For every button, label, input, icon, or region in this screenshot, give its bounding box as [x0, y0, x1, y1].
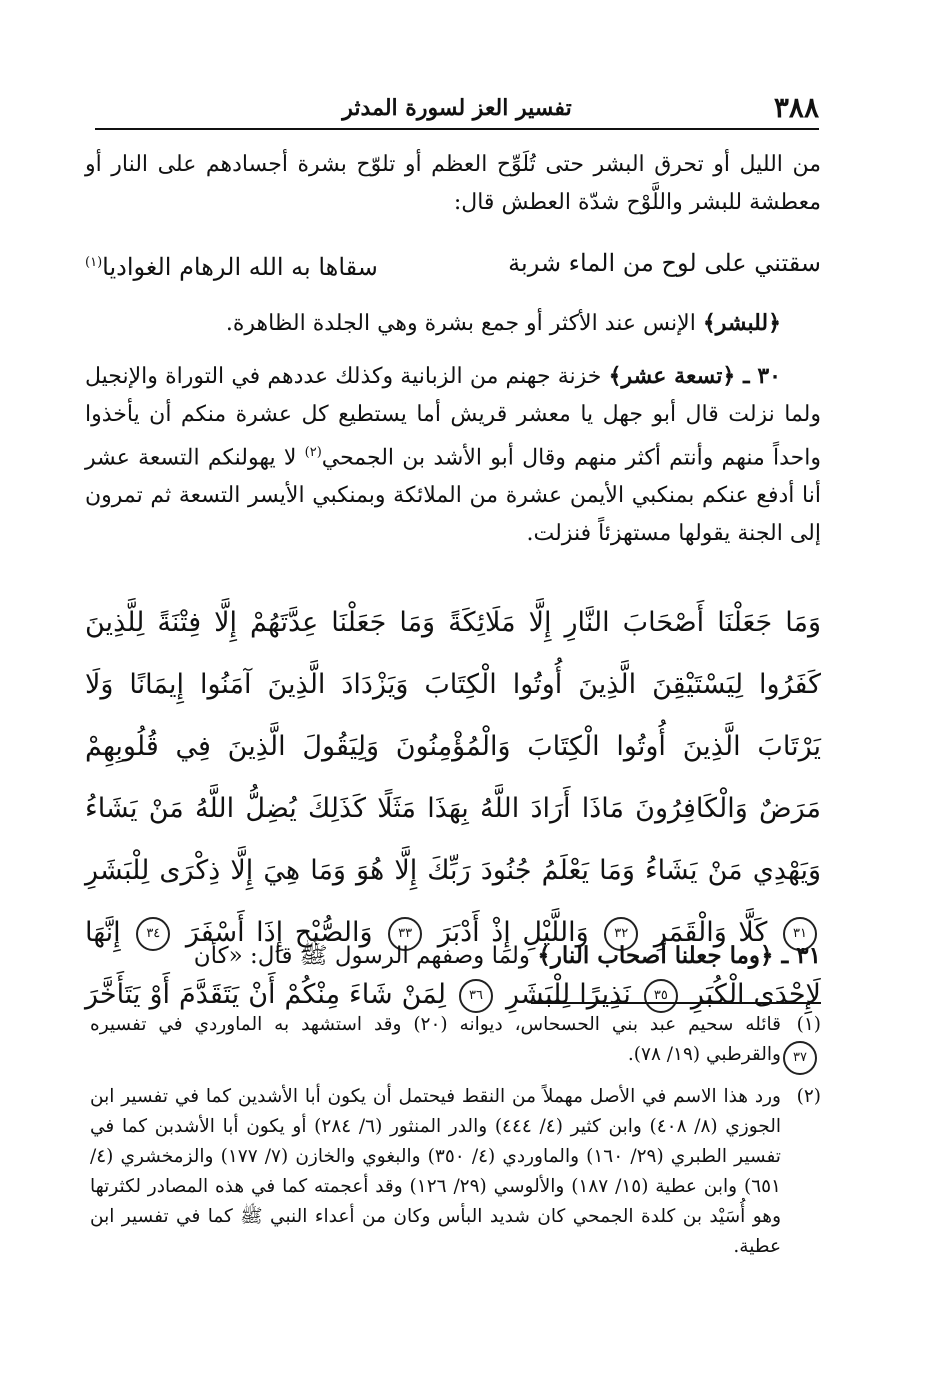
- ayah-number-36: ٣٦: [459, 979, 493, 1013]
- quran-segment-5: إِنَّهَا لَإِحْدَى الْكُبَرِ: [85, 917, 821, 1010]
- quran-segment-1: وَمَا جَعَلْنَا أَصْحَابَ النَّارِ إِلَّا مَلَائِكَةً وَمَا جَعَلْنَا عِدَّتَهُمْ إِلَّا فِتْنَةً لِلَّذِينَ كَفَرُوا لِيَسْتَيْقِنَ الَّذِينَ أُوتُوا الْكِتَابَ وَيَزْدَادَ الَّذِينَ آمَنُوا إِيمَانًا وَلَا يَرْتَابَ الَّذِينَ أُوتُوا الْكِتَابَ وَالْمُؤْمِنُونَ وَلِيَقُولَ الَّذِينَ فِي قُلُوبِهِمْ مَرَضٌ وَالْكَافِرُونَ مَاذَا أَرَادَ اللَّهُ بِهَذَا مَثَلًا كَذَلِكَ يُضِلُّ اللَّهُ مَنْ يَشَاءُ وَيَهْدِي مَنْ يَشَاءُ وَمَا يَعْلَمُ جُنُودَ رَبِّكَ إِلَّا هُوَ وَمَا هِيَ إِلَّا ذِكْرَى لِلْبَشَرِ: [85, 607, 821, 886]
- ayah-number-37: ٣٧: [783, 1041, 817, 1075]
- verse-30-text-a: خزنة جهنم من الزبانية وكذلك عددهم في التوراة والإنجيل ولما نزلت قال أبو جهل يا معشر قريش أما يستطيع كل عشرة منكم أن يأخذوا واحداً منهم وأنتم أكثر منهم وقال أبو الأشد بن الجمحي: [85, 364, 821, 471]
- footnote-ref-2: (٢): [304, 445, 322, 460]
- poem-verse: [85, 244, 821, 286]
- verse-30-paragraph: [85, 357, 821, 553]
- ayah-number-33: ٣٣: [388, 917, 422, 951]
- footnote-rule: [531, 1002, 821, 1004]
- verse-30-number: ٣٠ ـ: [735, 363, 781, 389]
- quran-segment-7: لِمَنْ شَاءَ مِنْكُمْ أَنْ يَتَقَدَّمَ أَوْ يَتَأَخَّرَ: [85, 979, 446, 1010]
- footnotes: [90, 1010, 821, 1274]
- definition-paragraph: [85, 304, 821, 343]
- quran-segment-6: نَذِيرًا لِلْبَشَرِ: [505, 979, 631, 1010]
- page-number: ٣٨٨: [773, 91, 819, 124]
- ayah-number-34: ٣٤: [136, 917, 170, 951]
- header-rule: [95, 128, 819, 130]
- footnote-1-text: قائله سحيم عبد بني الحسحاس، ديوانه (٢٠) وقد استشهد به الماوردي في تفسيره والقرطبي (١٩/ ٧٨).: [90, 1014, 781, 1065]
- verse-31-paragraph: [85, 937, 821, 975]
- poem-hemistich-right: سقتني على لوح من الماء شربة: [508, 249, 821, 277]
- poem-hemistich-left: [85, 244, 378, 286]
- verse-31-number: ٣١ ـ: [773, 942, 821, 969]
- quran-segment-2: كَلَّا وَالْقَمَرِ: [653, 917, 768, 948]
- footnote-1: [90, 1010, 821, 1070]
- verse-31-term: ﴿وما جعلنا أصحاب النار﴾: [537, 942, 774, 969]
- definition-term: ﴿للبشر﴾: [702, 310, 781, 336]
- footnote-2-mark: (٢): [796, 1086, 821, 1107]
- definition-text: الإنس عند الأكثر أو جمع بشرة وهي الجلدة الظاهرة.: [225, 311, 703, 336]
- quran-segment-4: وَالصُّبْحِ إِذَا أَسْفَرَ: [185, 917, 373, 948]
- poem-hemistich-left-text: سقاها به الله الرهام الغواديا: [102, 253, 378, 281]
- footnote-2: [90, 1082, 821, 1262]
- footnote-2-text: ورد هذا الاسم في الأصل مهملاً من النقط فيحتمل أن يكون أبا الأشدين كما في تفسير ابن الجوزي (٨/ ٤٠٨) وابن كثير (٤/ ٤٤٤) والدر المنثور (٦/ ٢٨٤) أو يكون أبا الأشدبن كما في تفسير الطبري (٢٩/ ١٦٠) والماوردي (٤/ ٣٥٠) والبغوي والخازن (٧/ ١٧٧) والزمخشري (٤/ ٦٥١) وابن عطية (١٥/ ١٨٧) والألوسي (٢٩/ ١٢٦) وقد أعجمته كما في هذه المصادر لكثرتها وهو أُسَيْد بن كلدة الجمحي كان شديد البأس وكان من أعداء النبي ﷺ كما في تفسير ابن عطية.: [90, 1086, 781, 1257]
- ayah-number-32: ٣٢: [604, 917, 638, 951]
- page-header: [95, 92, 819, 124]
- running-title: تفسير العز لسورة المدثر: [342, 95, 572, 121]
- quran-segment-3: وَاللَّيْلِ إِذْ أَدْبَرَ: [437, 917, 589, 948]
- ayah-number-31: ٣١: [783, 917, 817, 951]
- verse-31-text: ولما وصفهم الرسول ﷺ قال: «كأن: [193, 943, 538, 969]
- footnote-ref-1: (١): [85, 255, 103, 270]
- verse-30-text-b: لا يهولنكم التسعة عشر أنا أدفع عنكم بمنكبي الأيمن عشرة من الملائكة وبمنكبي الأيسر التسعة ثم تمرون إلى الجنة يقولها مستهزئاً فنزلت.: [85, 445, 821, 547]
- verse-30-term: ﴿تسعة عشر﴾: [608, 363, 736, 389]
- ayah-number-35: ٣٥: [644, 979, 678, 1013]
- footnote-1-mark: (١): [796, 1014, 821, 1035]
- paragraph-1: من الليل أو تحرق البشر حتى تُلَوِّح العظم أو تلوّح بشرة أجسادهم على النار أو معطشة للبشر واللَّوْح شدّة العطش قال:: [85, 152, 821, 215]
- body-text: [85, 146, 821, 553]
